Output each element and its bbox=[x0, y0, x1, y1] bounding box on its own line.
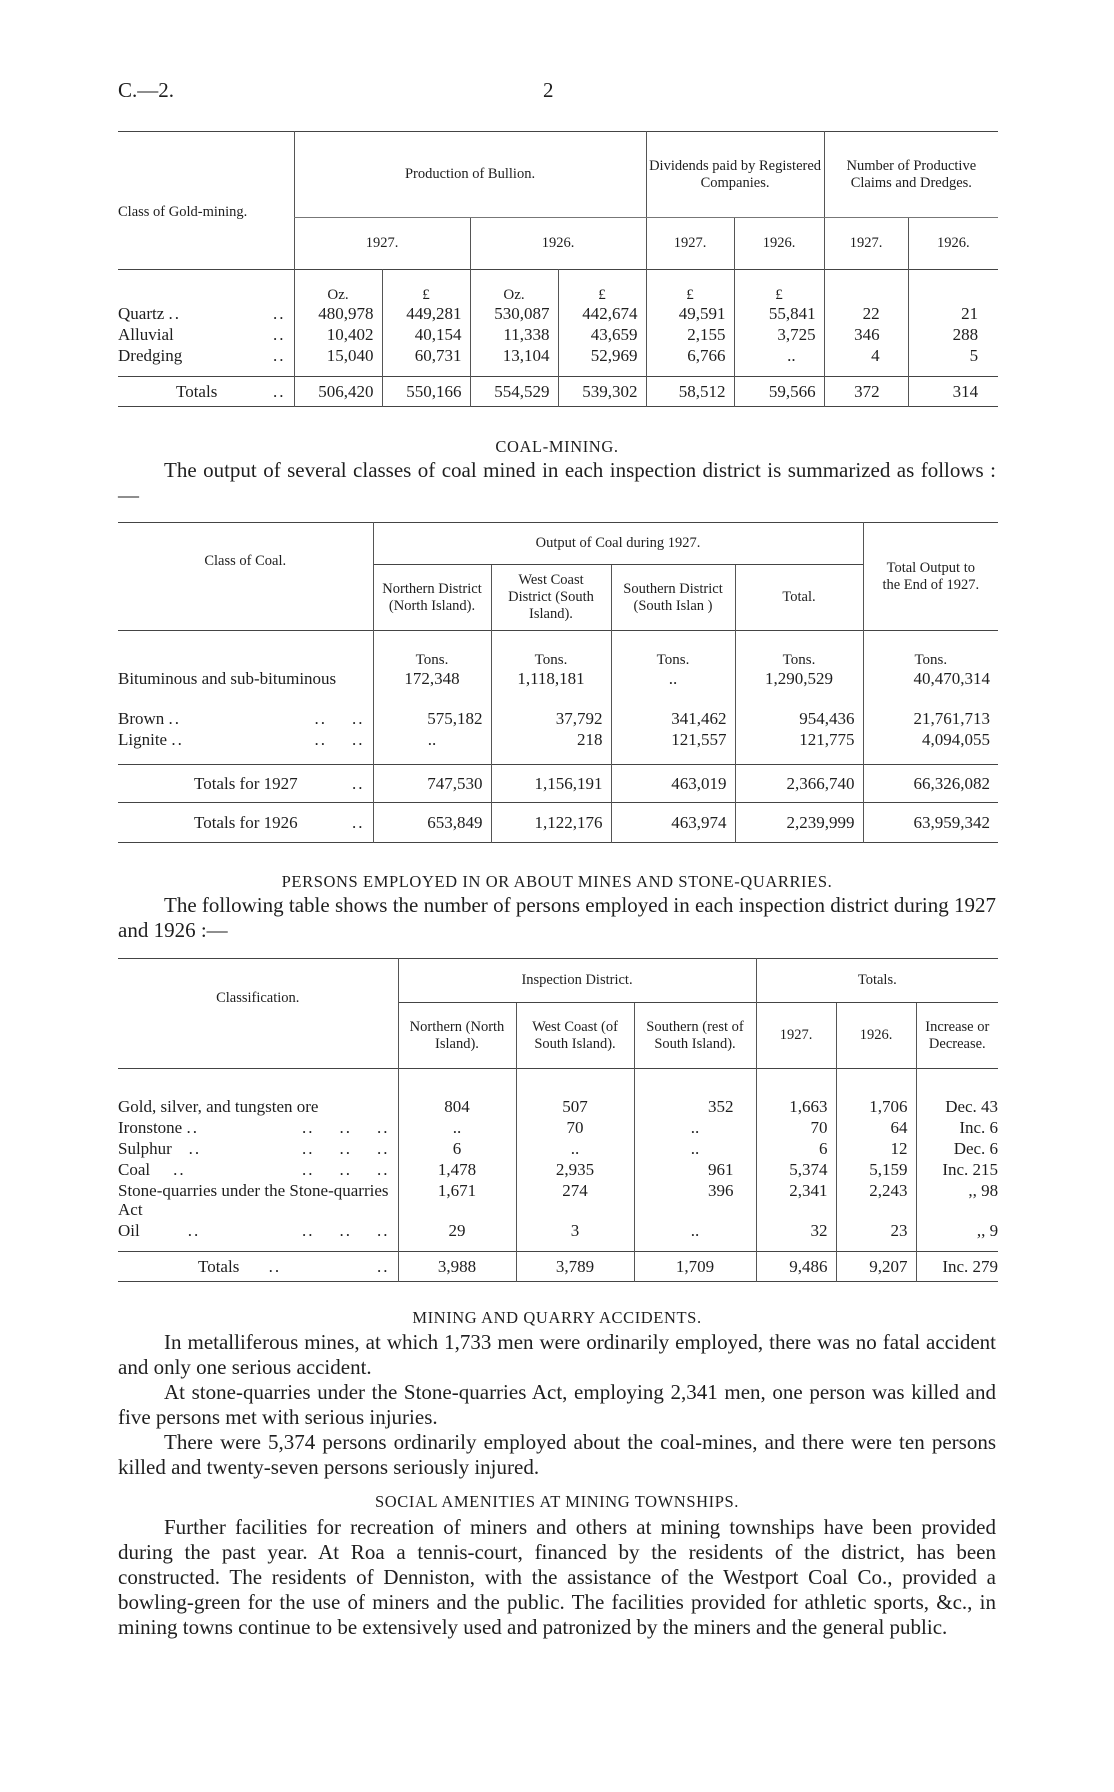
row-label: Sulphur bbox=[118, 1139, 172, 1158]
cell: 507 bbox=[516, 1097, 634, 1118]
cell: 352 bbox=[634, 1097, 756, 1118]
cell: 21,761,713 bbox=[863, 709, 998, 730]
cell: 40,470,314 bbox=[863, 669, 998, 709]
col-inspection-district: Inspection District. bbox=[398, 959, 756, 1003]
unit-label: £ bbox=[558, 270, 646, 304]
cell: 1,706 bbox=[836, 1097, 916, 1118]
coal-mining-heading: COAL-MINING. bbox=[495, 437, 619, 456]
col-west-coast: West Coast (of South Island). bbox=[516, 1003, 634, 1069]
unit-label: Tons. bbox=[373, 631, 491, 669]
cell: 480,978 bbox=[294, 304, 382, 325]
cell: 1,478 bbox=[398, 1160, 516, 1181]
totals-row: Totals .. .. 3,988 3,789 1,709 9,486 9,207 Inc. 279 bbox=[118, 1252, 998, 1282]
persons-intro-paragraph: The following table shows the number of persons employed in each inspection district during 1927 and 1926 :— bbox=[118, 893, 996, 942]
social-amenities-heading: SOCIAL AMENITIES AT MINING TOWNSHIPS. bbox=[375, 1492, 739, 1511]
table-row: Lignite .. .. .. .. 218 121,557 121,775 4,094,055 bbox=[118, 730, 998, 751]
cell: 64 bbox=[836, 1118, 916, 1139]
cell: 2,243 bbox=[836, 1181, 916, 1221]
cell: 2,366,740 bbox=[735, 765, 863, 803]
cell: 66,326,082 bbox=[863, 765, 998, 803]
col-total-output-end: Total Output to the End of 1927. bbox=[863, 523, 998, 631]
col-class-of-coal: Class of Coal. bbox=[204, 553, 287, 569]
cell: 49,591 bbox=[646, 304, 734, 325]
row-label: Totals for 1927 bbox=[194, 773, 298, 793]
row-label: Alluvial bbox=[118, 325, 174, 344]
col-production-of-bullion: Production of Bullion. bbox=[294, 132, 646, 218]
cell: 70 bbox=[756, 1118, 836, 1139]
cell: 70 bbox=[516, 1118, 634, 1139]
cell: 463,019 bbox=[611, 765, 735, 803]
col-class-of-gold-mining: Class of Gold-mining. bbox=[118, 204, 248, 220]
row-label: Brown bbox=[118, 709, 165, 728]
cell: 575,182 bbox=[373, 709, 491, 730]
cell: 22 bbox=[824, 304, 908, 325]
cell: 5,374 bbox=[756, 1160, 836, 1181]
row-label: Oil bbox=[118, 1221, 140, 1240]
col-west-coast-district: West Coast District (South Island). bbox=[491, 565, 611, 631]
unit-label: £ bbox=[646, 270, 734, 304]
cell: 539,302 bbox=[558, 377, 646, 407]
page-reference: C.—2. bbox=[118, 78, 175, 102]
cell: 288 bbox=[908, 325, 998, 346]
cell: 5 bbox=[908, 346, 998, 367]
col-increase-decrease: Increase or Decrease. bbox=[916, 1003, 998, 1069]
cell: .. bbox=[516, 1139, 634, 1160]
cell: 9,207 bbox=[836, 1252, 916, 1282]
table-row: Oil .. .. .. .. 29 3 .. 32 23 ,, 9 bbox=[118, 1221, 999, 1240]
col-total: Total. bbox=[735, 565, 863, 631]
cell: Inc. 279 bbox=[916, 1252, 998, 1282]
cell: 1,290,529 bbox=[735, 669, 863, 709]
table-row bbox=[118, 669, 998, 709]
social-amenities-paragraph: Further facilities for recreation of miners and others at mining townships have been provided during the past year. At Roa a tennis-court, financed by the residents of the district, has been constructed. The residents of Denniston, with the assistance of the Westport Coal Co., provided a bowling-green for the use of miners and the public. The facilities provided for athletic sports, &c., in mining towns continue to be extensively used and patronized by the miners and the general public. bbox=[118, 1515, 996, 1639]
cell: 804 bbox=[398, 1097, 516, 1118]
cell: Inc. 6 bbox=[916, 1118, 998, 1139]
cell: .. bbox=[634, 1118, 756, 1139]
cell: 346 bbox=[824, 325, 908, 346]
accidents-paragraph-1: In metalliferous mines, at which 1,733 men were ordinarily employed, there was no fatal accident and only one serious accident. bbox=[118, 1330, 996, 1379]
col-dividends-1926: 1926. bbox=[734, 218, 824, 270]
cell: 2,341 bbox=[756, 1181, 836, 1221]
cell: 59,566 bbox=[734, 377, 824, 407]
cell: 5,159 bbox=[836, 1160, 916, 1181]
table-row: Brown .. .. .. 575,182 37,792 341,462 954,436 21,761,713 bbox=[118, 709, 998, 730]
cell: 4 bbox=[824, 346, 908, 367]
persons-employed-table bbox=[118, 958, 998, 1282]
cell: 396 bbox=[634, 1181, 756, 1221]
cell: 3,988 bbox=[398, 1252, 516, 1282]
cell: .. bbox=[634, 1221, 756, 1242]
row-label: Totals bbox=[198, 1256, 240, 1276]
unit-label: Tons. bbox=[491, 631, 611, 669]
cell: 554,529 bbox=[470, 377, 558, 407]
cell: 32 bbox=[756, 1221, 836, 1242]
cell: 1,709 bbox=[634, 1252, 756, 1282]
col-dividends-1927: 1927. bbox=[646, 218, 734, 270]
row-label: Stone-quarries under the Stone-quarries Act bbox=[118, 1180, 389, 1219]
unit-label: Oz. bbox=[294, 270, 382, 304]
accidents-paragraph-2: At stone-quarries under the Stone-quarries Act, employing 2,341 men, one person was killed and five persons met with serious injuries. bbox=[118, 1380, 996, 1429]
table-row bbox=[118, 1097, 998, 1118]
cell: 172,348 bbox=[373, 669, 491, 709]
unit-label: £ bbox=[382, 270, 470, 304]
table-row: Coal .. .. .. .. 1,478 2,935 961 5,374 5,159 Inc. 215 bbox=[118, 1160, 999, 1179]
cell: 2,935 bbox=[516, 1160, 634, 1181]
col-bullion-1927: 1927. bbox=[294, 218, 470, 270]
totals-row: Totals .. 506,420 550,166 554,529 539,302 58,512 59,566 372 314 bbox=[118, 377, 998, 407]
cell: 6,766 bbox=[646, 346, 734, 367]
cell: 3 bbox=[516, 1221, 634, 1242]
col-1926: 1926. bbox=[836, 1003, 916, 1069]
cell: 13,104 bbox=[470, 346, 558, 367]
accidents-paragraph-3: There were 5,374 persons ordinarily employed about the coal-mines, and there were ten persons killed and twenty-seven persons seriously injured. bbox=[118, 1430, 996, 1479]
cell: .. bbox=[611, 669, 735, 709]
cell: 954,436 bbox=[735, 709, 863, 730]
cell: .. bbox=[734, 346, 824, 367]
row-label: Quartz bbox=[118, 304, 165, 323]
cell: 4,094,055 bbox=[863, 730, 998, 751]
cell: 52,969 bbox=[558, 346, 646, 367]
cell: 3,725 bbox=[734, 325, 824, 346]
unit-label: Tons. bbox=[735, 631, 863, 669]
cell: .. bbox=[634, 1139, 756, 1160]
cell: 1,671 bbox=[398, 1181, 516, 1221]
cell: 1,122,176 bbox=[491, 803, 611, 843]
table-row: Sulphur .. .. .. .. 6 .. .. 6 12 Dec. 6 bbox=[118, 1139, 999, 1158]
cell: 218 bbox=[491, 730, 611, 751]
cell: 37,792 bbox=[491, 709, 611, 730]
cell: 372 bbox=[824, 377, 908, 407]
col-claims-1927: 1927. bbox=[824, 218, 908, 270]
coal-intro-paragraph: The output of several classes of coal mined in each inspection district is summarized as follows :— bbox=[118, 458, 996, 507]
cell: 10,402 bbox=[294, 325, 382, 346]
col-claims-1926: 1926. bbox=[908, 218, 998, 270]
col-northern: Northern (North Island). bbox=[398, 1003, 516, 1069]
cell: 530,087 bbox=[470, 304, 558, 325]
table-row: Dredging .. 15,040 60,731 13,104 52,969 6,766 .. 4 5 bbox=[118, 346, 998, 367]
cell: 63,959,342 bbox=[863, 803, 998, 843]
cell: 6 bbox=[398, 1139, 516, 1160]
table-row: Alluvial .. 10,402 40,154 11,338 43,659 2,155 3,725 346 288 bbox=[118, 325, 998, 346]
coal-output-table bbox=[118, 522, 998, 843]
cell: 747,530 bbox=[373, 765, 491, 803]
row-label: Ironstone bbox=[118, 1118, 183, 1137]
col-totals: Totals. bbox=[756, 959, 998, 1003]
gold-mining-table bbox=[118, 131, 998, 407]
persons-employed-heading: PERSONS EMPLOYED IN OR ABOUT MINES AND STONE-QUARRIES. bbox=[281, 872, 833, 891]
cell: ,, 9 bbox=[916, 1221, 998, 1242]
col-bullion-1926: 1926. bbox=[470, 218, 646, 270]
cell: 449,281 bbox=[382, 304, 470, 325]
cell: 1,663 bbox=[756, 1097, 836, 1118]
cell: 314 bbox=[908, 377, 998, 407]
cell: 442,674 bbox=[558, 304, 646, 325]
col-productive-claims: Number of Productive Claims and Dredges. bbox=[824, 132, 998, 218]
table-row bbox=[118, 1181, 998, 1221]
page-number: 2 bbox=[543, 78, 554, 102]
row-label: Dredging bbox=[118, 346, 183, 365]
cell: 55,841 bbox=[734, 304, 824, 325]
cell: 40,154 bbox=[382, 325, 470, 346]
col-southern: Southern (rest of South Island). bbox=[634, 1003, 756, 1069]
row-label: Totals bbox=[176, 381, 218, 401]
cell: 3,789 bbox=[516, 1252, 634, 1282]
cell: 463,974 bbox=[611, 803, 735, 843]
row-label: Totals for 1926 bbox=[194, 812, 298, 832]
unit-label: Oz. bbox=[470, 270, 558, 304]
cell: 2,155 bbox=[646, 325, 734, 346]
cell: 15,040 bbox=[294, 346, 382, 367]
cell: 6 bbox=[756, 1139, 836, 1160]
cell: 341,462 bbox=[611, 709, 735, 730]
row-label: Lignite bbox=[118, 730, 168, 749]
cell: 58,512 bbox=[646, 377, 734, 407]
accidents-heading: MINING AND QUARRY ACCIDENTS. bbox=[412, 1308, 702, 1327]
col-southern-district: Southern District (South Islan ) bbox=[611, 565, 735, 631]
row-label: Gold, silver, and tungsten ore bbox=[118, 1097, 319, 1116]
cell: Dec. 6 bbox=[916, 1139, 998, 1160]
table-row: Quartz .. .. 480,978 449,281 530,087 442,674 49,591 55,841 22 21 bbox=[118, 304, 998, 325]
cell: 21 bbox=[908, 304, 998, 325]
cell: 961 bbox=[634, 1160, 756, 1181]
cell: 550,166 bbox=[382, 377, 470, 407]
table-row: Ironstone .. .. .. .. .. 70 .. 70 64 Inc. 6 bbox=[118, 1118, 999, 1137]
cell: .. bbox=[373, 730, 491, 751]
unit-label: Tons. bbox=[611, 631, 735, 669]
cell: 23 bbox=[836, 1221, 916, 1242]
col-dividends: Dividends paid by Registered Companies. bbox=[646, 132, 824, 218]
cell: 506,420 bbox=[294, 377, 382, 407]
cell: ,, 98 bbox=[916, 1181, 998, 1221]
cell: 43,659 bbox=[558, 325, 646, 346]
cell: 653,849 bbox=[373, 803, 491, 843]
cell: 11,338 bbox=[470, 325, 558, 346]
row-label: Bituminous and sub-bituminous bbox=[118, 668, 337, 688]
cell: 121,557 bbox=[611, 730, 735, 751]
cell: Inc. 215 bbox=[916, 1160, 998, 1181]
unit-label: £ bbox=[734, 270, 824, 304]
col-classification: Classification. bbox=[216, 990, 300, 1006]
totals-row: Totals for 1926 .. 653,849 1,122,176 463,974 2,239,999 63,959,342 bbox=[118, 803, 998, 843]
cell: 60,731 bbox=[382, 346, 470, 367]
cell: 2,239,999 bbox=[735, 803, 863, 843]
cell: 274 bbox=[516, 1181, 634, 1221]
unit-label: Tons. bbox=[863, 631, 998, 669]
row-label: Coal bbox=[118, 1160, 151, 1179]
cell: 121,775 bbox=[735, 730, 863, 751]
cell: 1,118,181 bbox=[491, 669, 611, 709]
cell: 12 bbox=[836, 1139, 916, 1160]
col-1927: 1927. bbox=[756, 1003, 836, 1069]
cell: 9,486 bbox=[756, 1252, 836, 1282]
totals-row: Totals for 1927 .. 747,530 1,156,191 463,019 2,366,740 66,326,082 bbox=[118, 765, 998, 803]
cell: Dec. 43 bbox=[916, 1097, 998, 1118]
col-output-1927: Output of Coal during 1927. bbox=[373, 523, 863, 565]
cell: .. bbox=[398, 1118, 516, 1139]
col-northern-district: Northern District (North Island). bbox=[373, 565, 491, 631]
cell: 1,156,191 bbox=[491, 765, 611, 803]
cell: 29 bbox=[398, 1221, 516, 1242]
